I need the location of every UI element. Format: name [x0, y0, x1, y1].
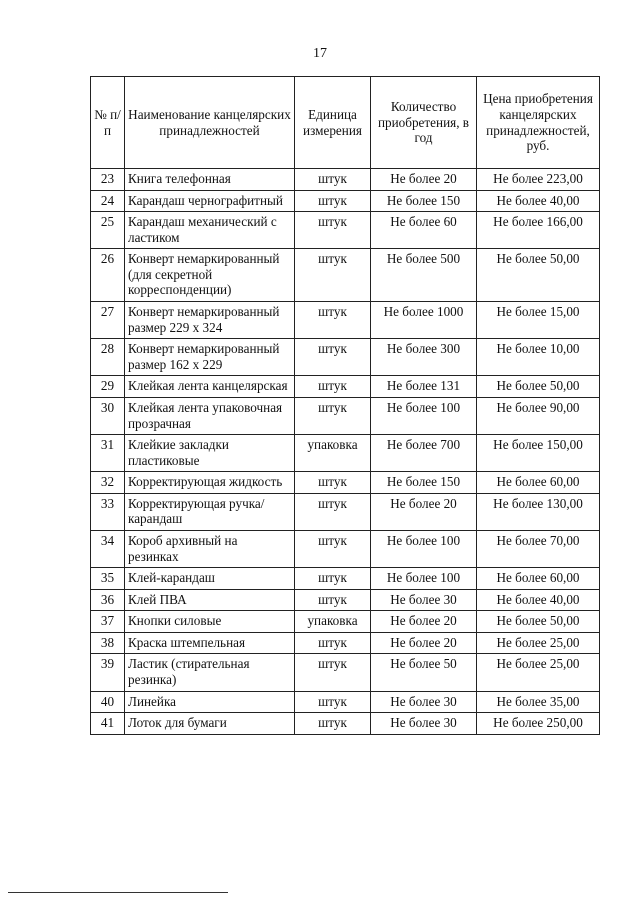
cell-qty: Не более 150 — [371, 190, 477, 212]
cell-unit: штук — [295, 376, 371, 398]
header-num: № п/п — [91, 77, 125, 169]
cell-name: Конверт немаркированный размер 162 х 229 — [125, 339, 295, 376]
table-row — [91, 169, 600, 191]
cell-qty: Не более 60 — [371, 212, 477, 249]
cell-num: 23 — [91, 169, 125, 191]
cell-unit: штук — [295, 713, 371, 735]
cell-qty: Не более 20 — [371, 611, 477, 633]
cell-unit: штук — [295, 654, 371, 691]
header-qty: Количество приобретения, в год — [371, 77, 477, 169]
cell-num: 34 — [91, 530, 125, 567]
cell-unit: штук — [295, 302, 371, 339]
cell-qty: Не более 30 — [371, 691, 477, 713]
cell-price: Не более 60,00 — [477, 472, 600, 494]
cell-qty: Не более 700 — [371, 435, 477, 472]
cell-price: Не более 50,00 — [477, 249, 600, 302]
cell-num: 33 — [91, 493, 125, 530]
cell-price: Не более 25,00 — [477, 632, 600, 654]
cell-name: Кнопки силовые — [125, 611, 295, 633]
cell-price: Не более 60,00 — [477, 568, 600, 590]
cell-name: Клей ПВА — [125, 589, 295, 611]
table-row — [91, 212, 600, 249]
table-row — [91, 493, 600, 530]
cell-name: Конверт немаркированный размер 229 х 324 — [125, 302, 295, 339]
cell-price: Не более 40,00 — [477, 589, 600, 611]
cell-unit: упаковка — [295, 611, 371, 633]
cell-price: Не более 50,00 — [477, 611, 600, 633]
cell-qty: Не более 300 — [371, 339, 477, 376]
stationery-table — [90, 76, 600, 735]
cell-unit: штук — [295, 632, 371, 654]
cell-qty: Не более 100 — [371, 530, 477, 567]
cell-price: Не более 90,00 — [477, 397, 600, 434]
cell-num: 39 — [91, 654, 125, 691]
cell-price: Не более 150,00 — [477, 435, 600, 472]
cell-num: 25 — [91, 212, 125, 249]
page-number: 17 — [313, 46, 327, 61]
cell-num: 38 — [91, 632, 125, 654]
cell-name: Линейка — [125, 691, 295, 713]
cell-name: Лоток для бумаги — [125, 713, 295, 735]
cell-qty: Не более 50 — [371, 654, 477, 691]
header-name: Наименование канцелярских принадлежностей — [125, 77, 295, 169]
cell-qty: Не более 100 — [371, 397, 477, 434]
cell-qty: Не более 500 — [371, 249, 477, 302]
cell-num: 36 — [91, 589, 125, 611]
cell-name: Клейкая лента упаковочная прозрачная — [125, 397, 295, 434]
table-row — [91, 397, 600, 434]
cell-name: Карандаш механический с ластиком — [125, 212, 295, 249]
table-row — [91, 190, 600, 212]
cell-num: 28 — [91, 339, 125, 376]
cell-unit: штук — [295, 472, 371, 494]
cell-num: 29 — [91, 376, 125, 398]
table-row — [91, 302, 600, 339]
cell-price: Не более 10,00 — [477, 339, 600, 376]
cell-name: Книга телефонная — [125, 169, 295, 191]
cell-num: 32 — [91, 472, 125, 494]
cell-unit: штук — [295, 169, 371, 191]
cell-qty: Не более 100 — [371, 568, 477, 590]
cell-num: 35 — [91, 568, 125, 590]
cell-name: Карандаш чернографитный — [125, 190, 295, 212]
cell-name: Корректирующая жидкость — [125, 472, 295, 494]
cell-num: 24 — [91, 190, 125, 212]
cell-name: Краска штемпельная — [125, 632, 295, 654]
table-row — [91, 530, 600, 567]
cell-num: 27 — [91, 302, 125, 339]
cell-qty: Не более 30 — [371, 589, 477, 611]
table-row — [91, 611, 600, 633]
cell-unit: штук — [295, 212, 371, 249]
cell-price: Не более 25,00 — [477, 654, 600, 691]
table-row — [91, 691, 600, 713]
table-row — [91, 339, 600, 376]
cell-num: 26 — [91, 249, 125, 302]
cell-unit: штук — [295, 530, 371, 567]
table-row — [91, 632, 600, 654]
cell-qty: Не более 20 — [371, 632, 477, 654]
cell-unit: штук — [295, 493, 371, 530]
table-row — [91, 435, 600, 472]
header-unit: Единица измерения — [295, 77, 371, 169]
cell-num: 41 — [91, 713, 125, 735]
table-row — [91, 589, 600, 611]
cell-qty: Не более 131 — [371, 376, 477, 398]
cell-unit: штук — [295, 190, 371, 212]
cell-price: Не более 223,00 — [477, 169, 600, 191]
cell-qty: Не более 30 — [371, 713, 477, 735]
header-price: Цена приобретения канцелярских принадлежностей, руб. — [477, 77, 600, 169]
cell-qty: Не более 20 — [371, 493, 477, 530]
cell-name: Клей-карандаш — [125, 568, 295, 590]
cell-name: Конверт немаркированный (для секретной корреспонденции) — [125, 249, 295, 302]
table-row — [91, 376, 600, 398]
cell-price: Не более 15,00 — [477, 302, 600, 339]
table-row — [91, 654, 600, 691]
cell-name: Корректирующая ручка/карандаш — [125, 493, 295, 530]
cell-qty: Не более 20 — [371, 169, 477, 191]
cell-num: 31 — [91, 435, 125, 472]
cell-unit: штук — [295, 568, 371, 590]
cell-price: Не более 130,00 — [477, 493, 600, 530]
cell-num: 40 — [91, 691, 125, 713]
table-body — [91, 169, 600, 735]
table-row — [91, 249, 600, 302]
cell-name: Клейкие закладки пластиковые — [125, 435, 295, 472]
cell-num: 37 — [91, 611, 125, 633]
table-row — [91, 568, 600, 590]
cell-price: Не более 50,00 — [477, 376, 600, 398]
cell-unit: штук — [295, 397, 371, 434]
table-row — [91, 472, 600, 494]
cell-unit: штук — [295, 589, 371, 611]
cell-unit: штук — [295, 339, 371, 376]
cell-name: Короб архивный на резинках — [125, 530, 295, 567]
footnote-rule — [8, 892, 228, 893]
cell-num: 30 — [91, 397, 125, 434]
table-header — [91, 77, 600, 169]
cell-unit: упаковка — [295, 435, 371, 472]
table-row — [91, 713, 600, 735]
cell-name: Ластик (стирательная резинка) — [125, 654, 295, 691]
cell-price: Не более 40,00 — [477, 190, 600, 212]
cell-qty: Не более 1000 — [371, 302, 477, 339]
cell-qty: Не более 150 — [371, 472, 477, 494]
cell-price: Не более 70,00 — [477, 530, 600, 567]
cell-name: Клейкая лента канцелярская — [125, 376, 295, 398]
cell-price: Не более 250,00 — [477, 713, 600, 735]
cell-unit: штук — [295, 691, 371, 713]
cell-price: Не более 35,00 — [477, 691, 600, 713]
cell-price: Не более 166,00 — [477, 212, 600, 249]
cell-unit: штук — [295, 249, 371, 302]
